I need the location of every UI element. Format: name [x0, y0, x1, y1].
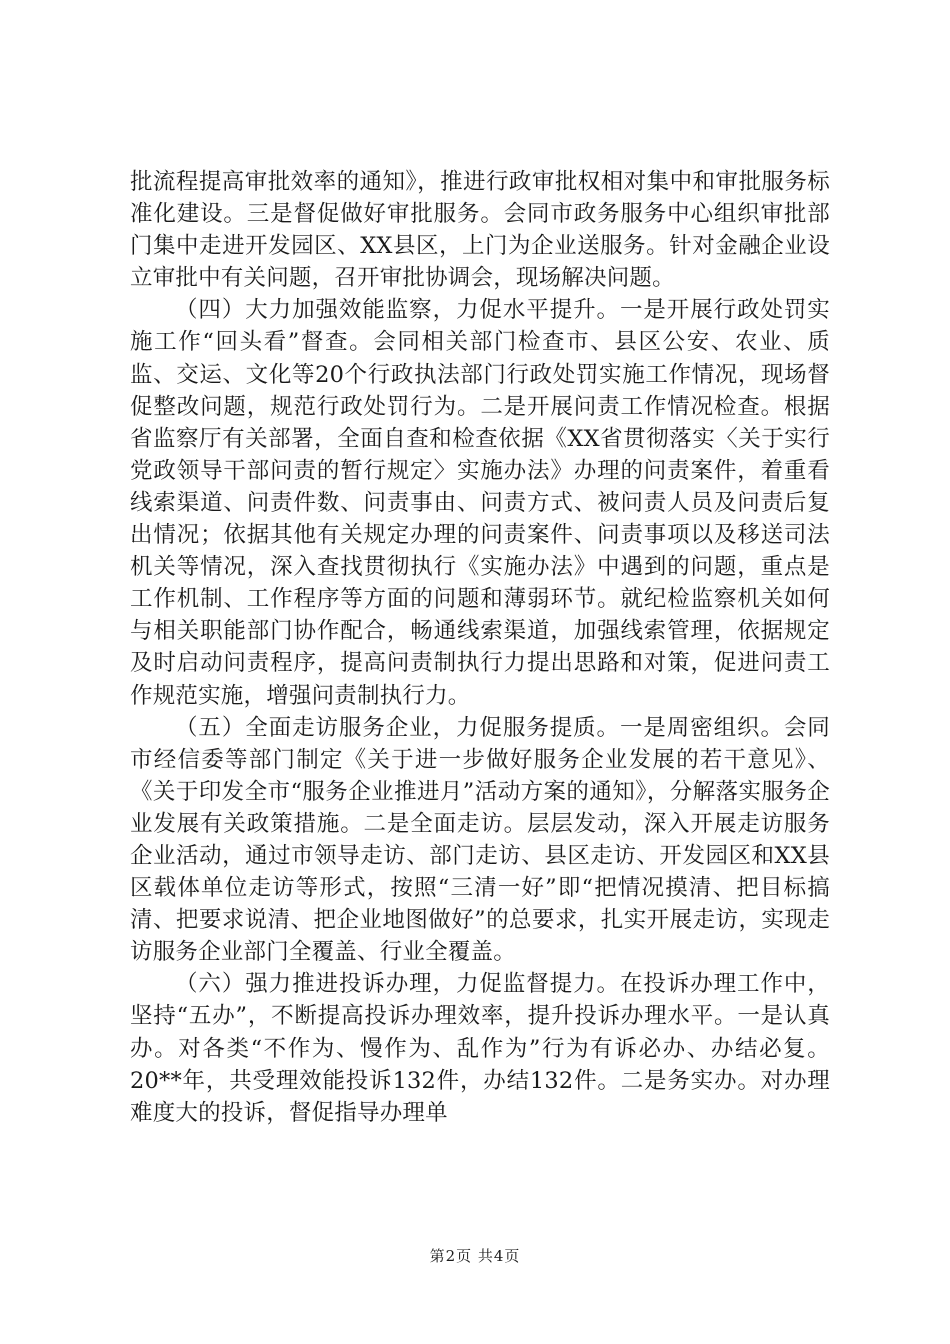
paragraph-continued: 批流程提高审批效率的通知》，推进行政审批权相对集中和审批服务标准化建设。三是督促做好审批服务。会同市政务服务中心组织审批部门集中走进开发园区、XX县区，上门为企业送服务。针对金融企业设立审批中有关问题，召开审批协调会，现场解决问题。 — [130, 169, 830, 292]
page-number-footer: 第2页 共4页 — [429, 1247, 521, 1265]
paragraph-section-4: （四）大力加强效能监察，力促水平提升。一是开展行政处罚实施工作“回头看”督查。会同相关部门检查市、县区公安、农业、质监、交运、文化等20个行政执法部门行政处罚实施工作情况，现场督促整改问题，规范行政处罚行为。二是开展问责工作情况检查。根据省监察厅有关部署，全面自查和检查依据《XX省贯彻落实〈关于实行党政领导干部问责的暂行规定〉实施办法》办理的问责案件，着重看线索渠道、问责件数、问责事由、问责方式、被问责人员及问责后复出情况；依据其他有关规定办理的问责案件、问责事项以及移送司法机关等情况，深入查找贯彻执行《实施办法》中遇到的问题，重点是工作机制、工作程序等方面的问题和薄弱环节。就纪检监察机关如何与相关职能部门协作配合，畅通线索渠道，加强线索管理，依据规定及时启动问责程序，提高问责制执行力提出思路和对策，促进问责工作规范实施，增强问责制执行力。 — [130, 297, 830, 709]
document-body — [130, 166, 830, 1129]
paragraph-section-5: （五）全面走访服务企业，力促服务提质。一是周密组织。会同市经信委等部门制定《关于进一步做好服务企业发展的若干意见》、《关于印发全市“服务企业推进月”活动方案的通知》，分解落实服务企业发展有关政策措施。二是全面走访。层层发动，深入开展走访服务企业活动，通过市领导走访、部门走访、县区走访、开发园区和XX县区载体单位走访等形式，按照“三清一好”即“把情况摸清、把目标搞清、把要求说清、把企业地图做好”的总要求，扎实开展走访，实现走访服务企业部门全覆盖、行业全覆盖。 — [130, 714, 830, 966]
paragraph-section-6: （六）强力推进投诉办理，力促监督提力。在投诉办理工作中，坚持“五办”，不断提高投诉办理效率，提升投诉办理水平。一是认真办。对各类“不作为、慢作为、乱作为”行为有诉必办、办结必复。20**年，共受理效能投诉132件，办结132件。二是务实办。对办理难度大的投诉，督促指导办理单 — [130, 971, 830, 1126]
